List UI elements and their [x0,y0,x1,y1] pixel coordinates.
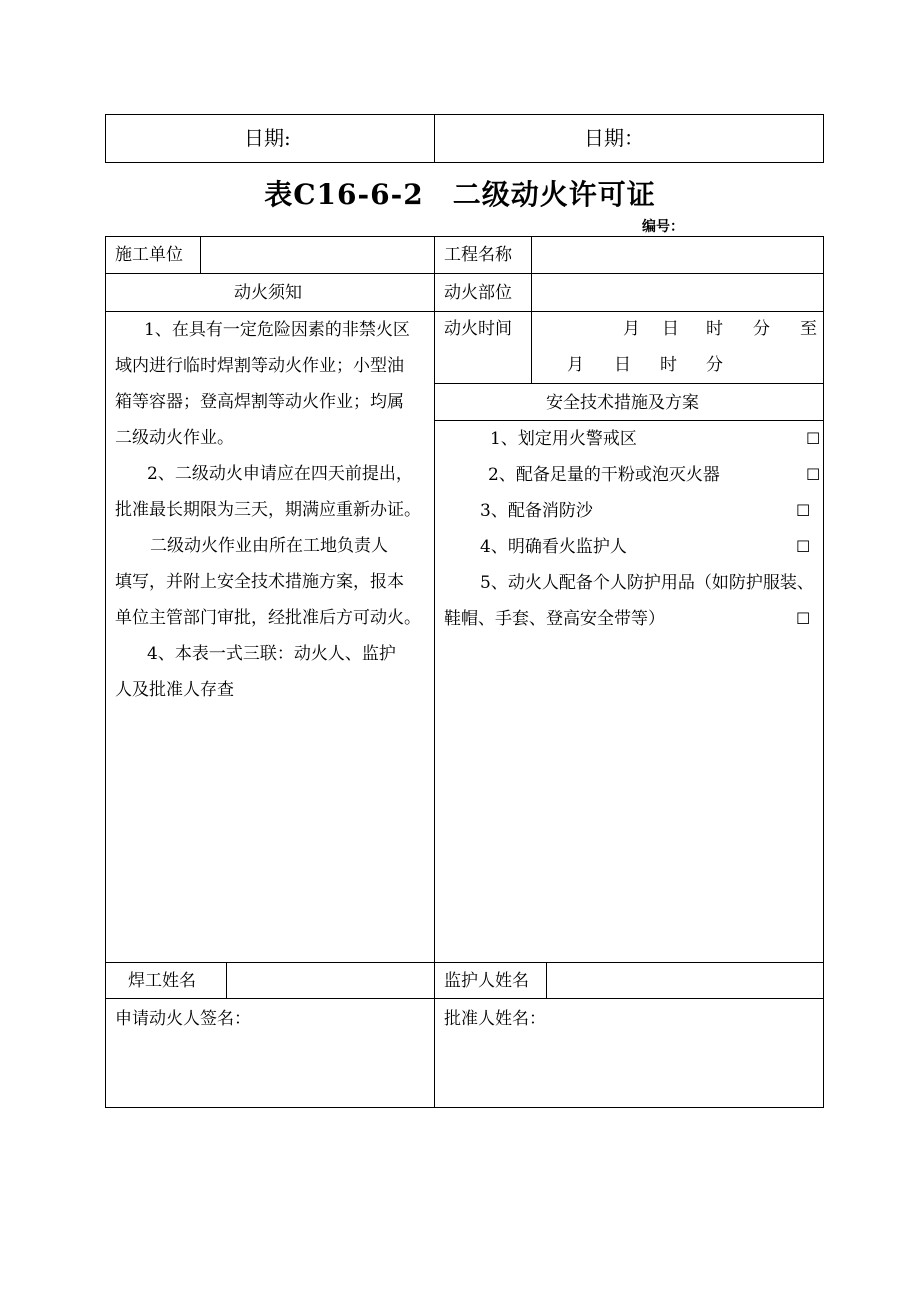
welder-name-field[interactable] [227,963,434,998]
time-end-minute: 分 [706,355,723,375]
notice-line: 填写，并附上安全技术措施方案，报本 [115,572,404,592]
time-start-day: 日 [662,319,679,339]
notice-line: 人及批准人存查 [115,680,234,700]
time-start-minute: 分 [753,319,770,339]
measure-checkbox[interactable]: ☐ [796,501,811,520]
fire-location-label: 动火部位 [444,283,512,303]
fire-time-label: 动火时间 [444,319,512,339]
time-to: 至 [800,319,817,339]
time-start-month: 月 [623,319,640,339]
measure-item: 4、明确看火监护人 [480,537,627,557]
notice-header: 动火须知 [234,283,302,303]
time-end-day: 日 [614,355,631,375]
measure-item: 1、划定用火警戒区 [490,429,637,449]
guardian-name-label: 监护人姓名 [444,971,529,991]
welder-name-label: 焊工姓名 [128,971,196,991]
measure-item: 3、配备消防沙 [480,501,593,521]
page-title: 表C16-6-2 二级动火许可证 [264,178,656,211]
notice-line: 4、本表一式三联：动火人、监护 [147,644,396,664]
notice-line: 域内进行临时焊割等动火作业；小型油 [115,356,404,376]
approver-name-field[interactable] [435,1035,823,1106]
notice-line: 二级动火作业。 [115,428,234,448]
notice-line: 2、二级动火申请应在四天前提出， [147,464,413,484]
applicant-signature-field[interactable] [106,1035,434,1106]
serial-number-label: 编号： [642,219,684,235]
measure-checkbox[interactable]: ☐ [806,465,821,484]
notice-line: 二级动火作业由所在工地负责人 [150,536,388,556]
project-name-label: 工程名称 [444,245,512,265]
measure-item: 2、配备足量的干粉或泡灭火器 [488,465,720,485]
measure-checkbox[interactable]: ☐ [796,537,811,556]
fire-location-field[interactable] [532,274,823,311]
notice-line: 箱等容器；登高焊割等动火作业；均属 [115,392,404,412]
notice-line: 单位主管部门审批，经批准后方可动火。 [115,608,421,628]
time-start-hour: 时 [706,319,723,339]
measure-checkbox[interactable]: ☐ [806,429,821,448]
measures-header: 安全技术措施及方案 [546,393,699,413]
applicant-signature-label: 申请动火人签名： [115,1009,251,1029]
time-end-hour: 时 [660,355,677,375]
left-date-label: 日期: [244,126,291,150]
measure-checkbox[interactable]: ☐ [796,609,811,628]
construction-unit-label: 施工单位 [115,245,183,265]
notice-line: 批准最长期限为三天，期满应重新办证。 [115,500,421,520]
time-end-month: 月 [567,355,584,375]
notice-line: 1、在具有一定危险因素的非禁火区 [144,320,410,340]
measure-item: 鞋帽、手套、登高安全带等） [444,609,665,629]
guardian-name-field[interactable] [547,963,823,998]
project-name-field[interactable] [532,237,823,273]
approver-name-label: 批准人姓名： [444,1009,546,1029]
right-date-label: 日期： [584,126,644,150]
construction-unit-field[interactable] [201,237,434,273]
measure-item: 5、动火人配备个人防护用品（如防护服装、 [480,573,814,593]
notice-text [110,311,432,961]
